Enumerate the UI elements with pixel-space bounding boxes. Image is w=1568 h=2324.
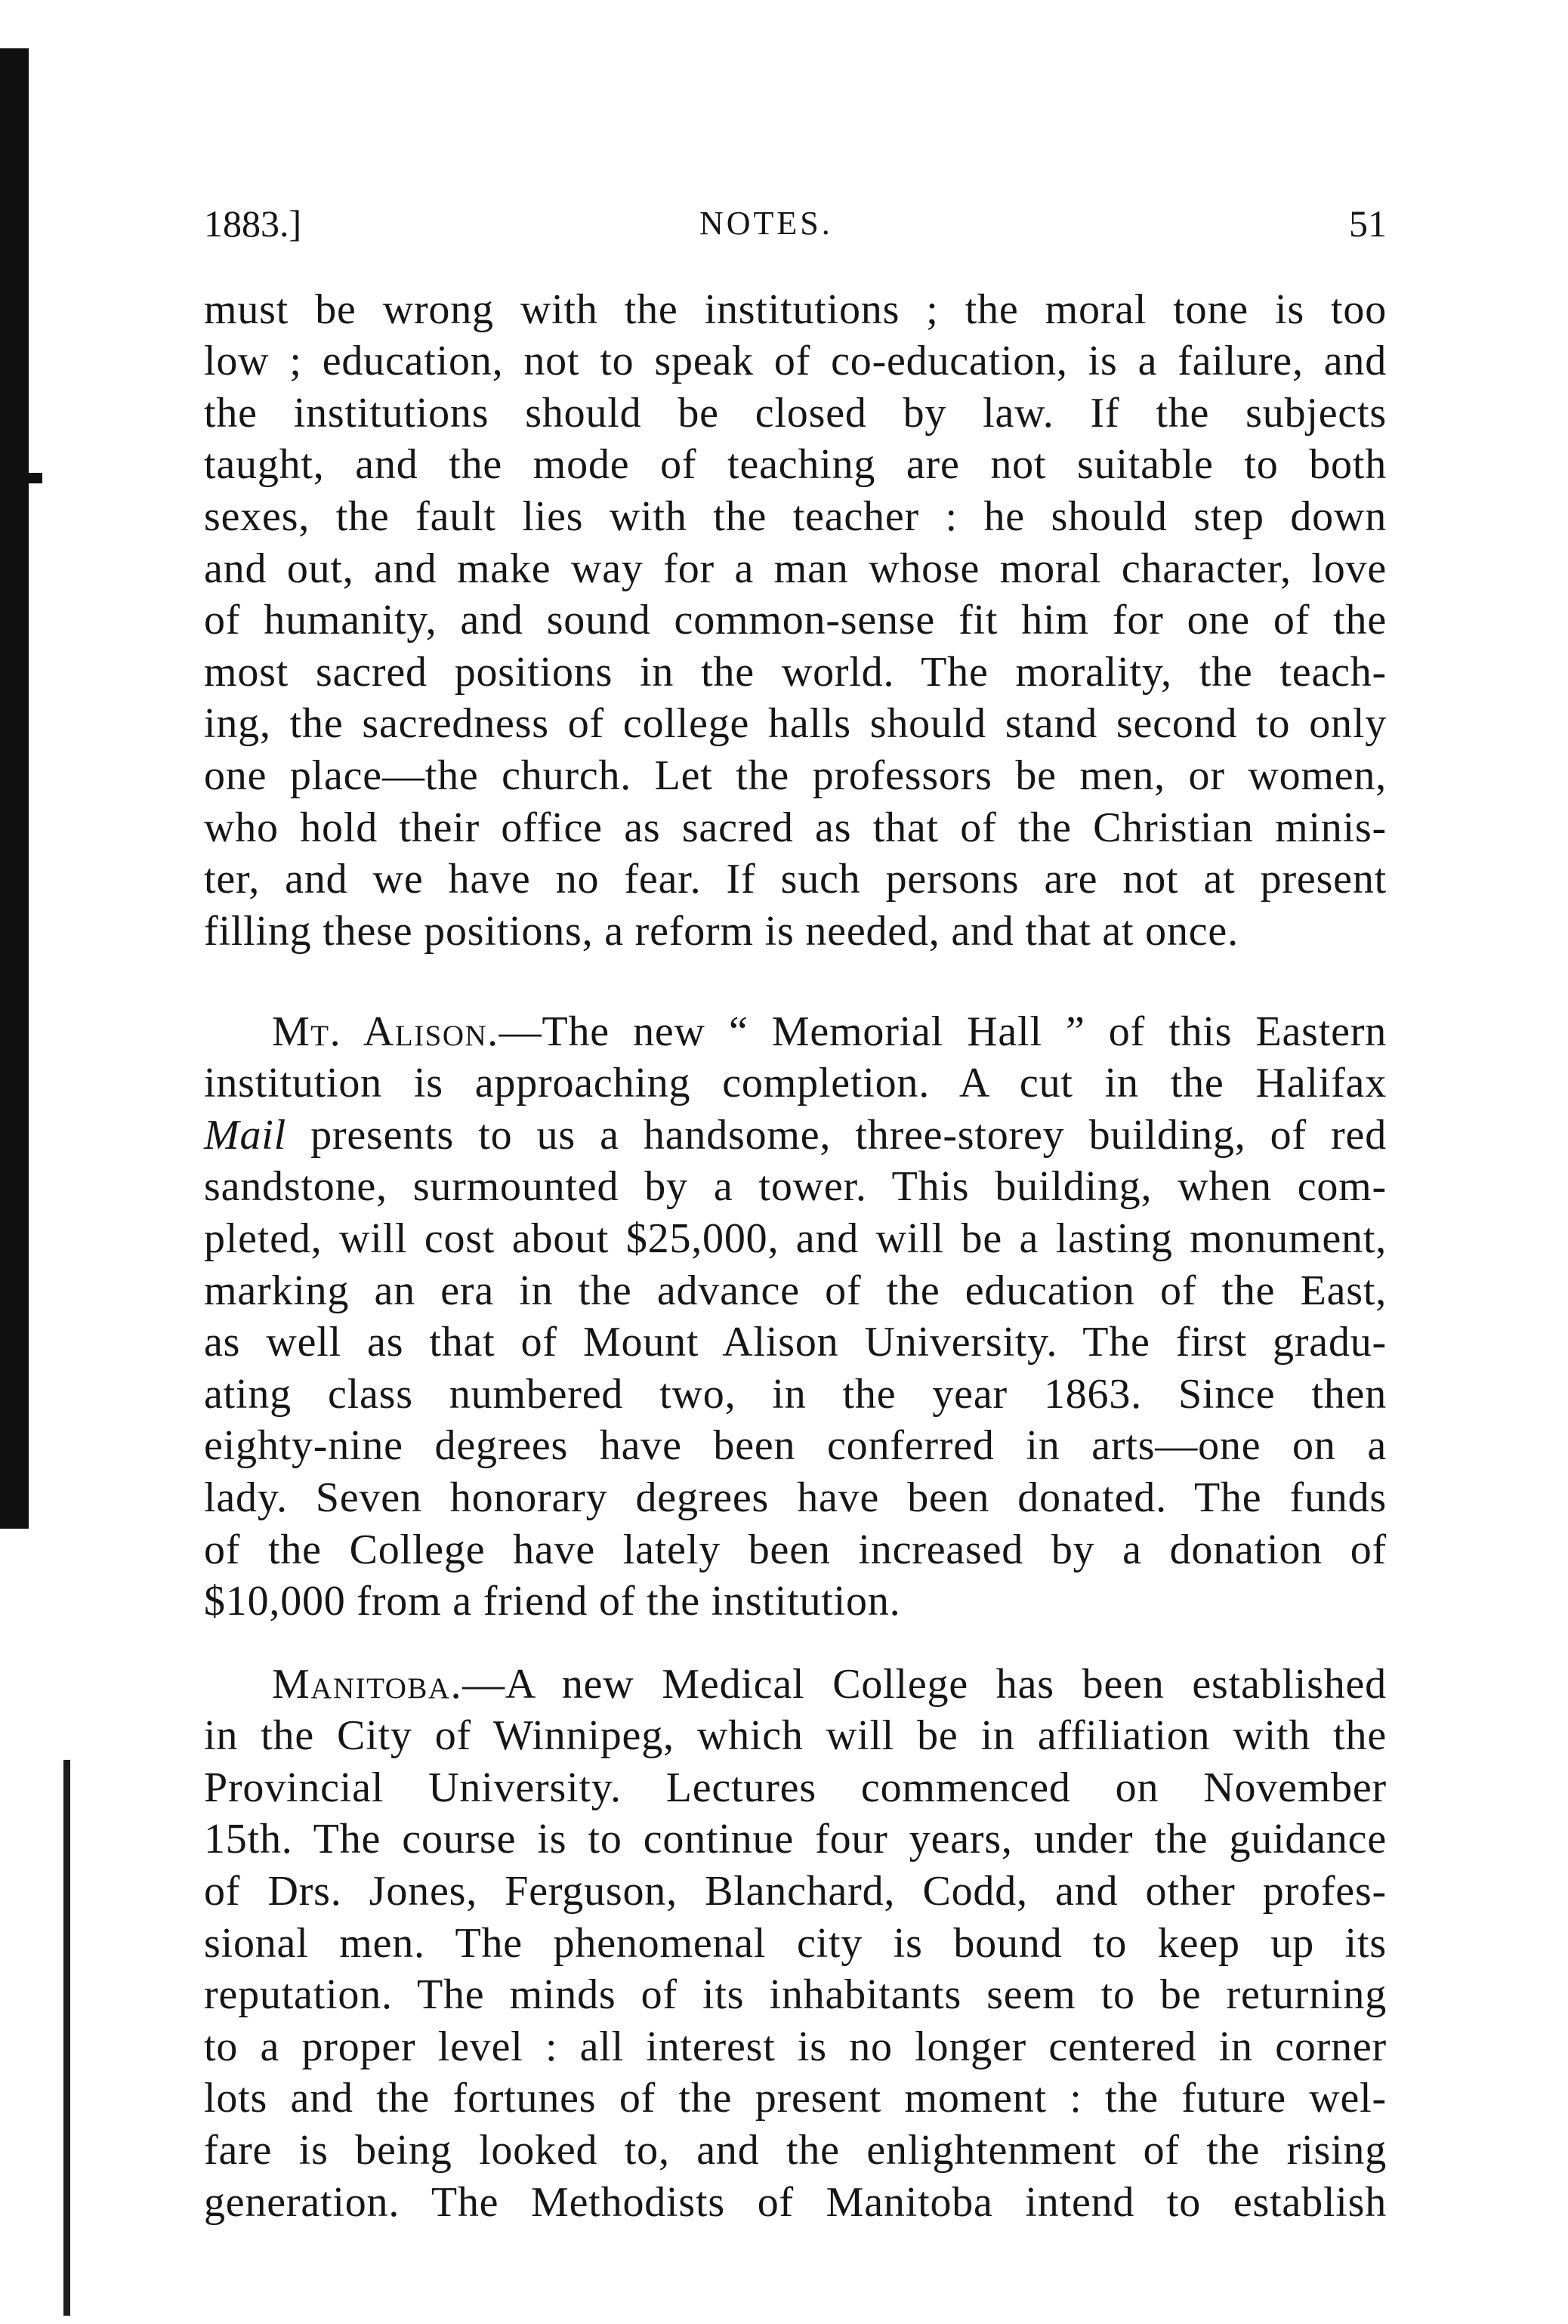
running-head-title: NOTES. (699, 205, 833, 242)
paragraph-continuation (204, 284, 1387, 958)
text-line: eighty-nine degrees have been conferred in arts—one on a (204, 1422, 1387, 1470)
line-text: presents to us a handsome, three-storey building, of red (286, 1111, 1387, 1159)
text-line: of the College have lately been increased by a donation of (204, 1526, 1387, 1573)
text-line: as well as that of Mount Alison University. The first gradu- (204, 1319, 1387, 1366)
text-line: sexes, the fault lies with the teacher : he should step down (204, 493, 1387, 541)
text-line: $10,000 from a friend of the institution. (204, 1578, 901, 1625)
text-line: of humanity, and sound common-sense fit him for one of the (204, 597, 1387, 644)
text-line: to a proper level : all interest is no longer centered in corner (204, 2023, 1387, 2070)
text-line: reputation. The minds of its inhabitants seem to be returning (204, 1971, 1387, 2019)
text-line: low ; education, not to speak of co-education, is a failure, and (204, 338, 1387, 385)
running-head (204, 198, 1387, 249)
text-line (204, 1006, 1387, 1058)
text-line: and out, and make way for a man whose moral character, love (204, 545, 1387, 592)
text-line (204, 1110, 1387, 1162)
paragraph-manitoba (204, 1659, 1387, 2229)
text-line: generation. The Methodists of Manitoba intend to establish (204, 2178, 1387, 2226)
running-head-year: 1883.] (204, 202, 302, 245)
section-lead-mt-alison: Mt. Alison. (272, 1008, 499, 1055)
text-line: in the City of Winnipeg, which will be in affiliation with the (204, 1712, 1387, 1760)
text-line: marking an era in the advance of the education of the East, (204, 1267, 1387, 1314)
text-line: ter, and we have no fear. If such persons are not at present (204, 856, 1387, 903)
text-line: one place—the church. Let the professors be men, or women, (204, 752, 1387, 800)
text-line: sandstone, surmounted by a tower. This building, when com- (204, 1163, 1387, 1211)
text-line: sional men. The phenomenal city is bound to keep up its (204, 1919, 1387, 1967)
text-line: ing, the sacredness of college halls should stand second to only (204, 700, 1387, 748)
text-line: who hold their office as sacred as that of the Christian minis- (204, 804, 1387, 851)
text-line: ating class numbered two, in the year 1863. Since then (204, 1370, 1387, 1418)
text-line (204, 1659, 1387, 1711)
text-line: institution is approaching completion. A cut in the Halifax (204, 1060, 1387, 1107)
newspaper-name-italic: Mail (204, 1111, 286, 1159)
text-line: lady. Seven honorary degrees have been donated. The funds (204, 1474, 1387, 1522)
text-line: taught, and the mode of teaching are not suitable to both (204, 441, 1387, 489)
text-line: fare is being looked to, and the enlightenment of the rising (204, 2127, 1387, 2174)
text-line: must be wrong with the institutions ; the moral tone is too (204, 285, 1387, 333)
text-line: of Drs. Jones, Ferguson, Blanchard, Codd, and other profes- (204, 1868, 1387, 1915)
text-line: 15th. The course is to continue four years, under the guidance (204, 1816, 1387, 1863)
scan-edge-artifact (63, 1760, 70, 2316)
line-text: —The new “ Memorial Hall ” of this Eastern (498, 1008, 1387, 1055)
text-line: most sacred positions in the world. The morality, the teach- (204, 648, 1387, 696)
scan-edge-artifact (23, 473, 42, 483)
text-line: lots and the fortunes of the present moment : the future wel- (204, 2075, 1387, 2122)
text-line: the institutions should be closed by law. If the subjects (204, 389, 1387, 437)
page-number: 51 (1349, 202, 1387, 245)
line-text: —A new Medical College has been established (462, 1660, 1387, 1708)
scan-edge-artifact (0, 48, 29, 1529)
section-lead-manitoba: Manitoba. (272, 1660, 463, 1708)
text-line: filling these positions, a reform is needed, and that at once. (204, 907, 1239, 955)
paragraph-mt-alison (204, 1006, 1387, 1628)
text-line: Provincial University. Lectures commenced on November (204, 1764, 1387, 1811)
text-line: pleted, will cost about $25,000, and will be a lasting monument, (204, 1215, 1387, 1263)
